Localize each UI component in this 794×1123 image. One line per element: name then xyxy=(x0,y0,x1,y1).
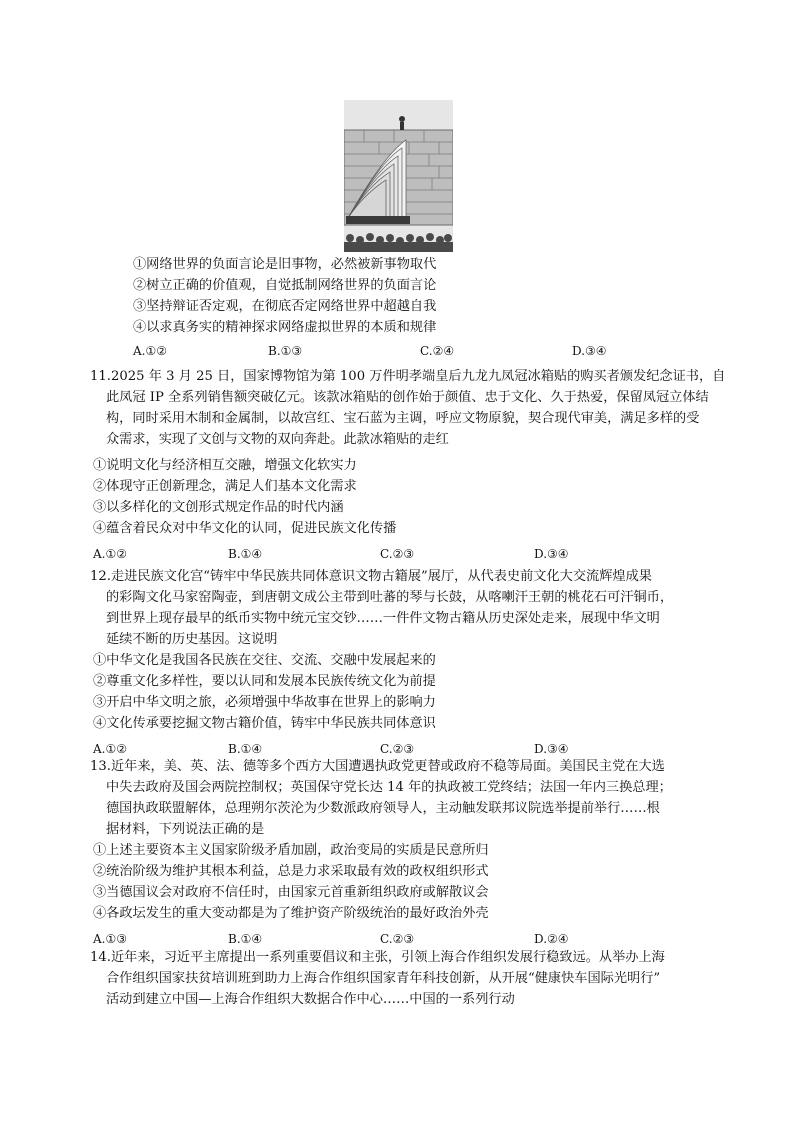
q10-item-3: ③坚持辩证否定观，在彻底否定网络世界中超越自我 xyxy=(133,299,437,314)
q10-item-1: ①网络世界的负面言论是旧事物，必然被新事物取代 xyxy=(133,257,437,272)
q11-stem-line-4: 众需求，实现了文创与文物的双向奔赴。此款冰箱贴的走红 xyxy=(106,432,449,447)
q11-option-a[interactable]: A.①② xyxy=(93,547,127,561)
q10-option-a[interactable]: A.①② xyxy=(133,344,167,358)
q13-stem-line-3: 德国执政联盟解体，总理朔尔茨沦为少数派政府领导人，主动触发联邦议院选举提前举行……根 xyxy=(106,801,660,816)
q11-stem-line-2: 此凤冠 IP 全系列销售额突破亿元。该款冰箱贴的创作始于颜值、忠于文化、久于热爱，保留凤冠立体结 xyxy=(106,390,709,405)
q12-item-4: ④文化传承要挖掘文物古籍价值，铸牢中华民族共同体意识 xyxy=(93,716,436,731)
q11-item-4: ④蕴含着民众对中华文化的认同，促进民族文化传播 xyxy=(93,521,397,536)
cartoon-figure xyxy=(344,100,453,252)
q10-item-2: ②树立正确的价值观，自觉抵制网络世界的负面言论 xyxy=(133,278,437,293)
q12-option-c[interactable]: C.②③ xyxy=(380,742,415,756)
q10-option-d[interactable]: D.③④ xyxy=(572,344,607,358)
q11-item-2: ②体现守正创新理念，满足人们基本文化需求 xyxy=(93,479,357,494)
q13-item-2: ②统治阶级为维护其根本利益，总是力求采取最有效的政权组织形式 xyxy=(93,864,489,879)
q13-option-a[interactable]: A.①③ xyxy=(93,932,127,946)
q13-item-1: ①上述主要资本主义国家阶级矛盾加剧，政治变局的实质是民意所归 xyxy=(93,843,489,858)
q11-option-d[interactable]: D.③④ xyxy=(534,547,569,561)
q13-stem-line-1: 13.近年来，美、英、法、德等多个西方大国遭遇执政党更替或政府不稳等局面。美国民主党在大选 xyxy=(90,759,665,774)
cartoon-wall-book-icon xyxy=(344,100,453,252)
q11-item-1: ①说明文化与经济相互交融，增强文化软实力 xyxy=(93,458,357,473)
q12-option-d[interactable]: D.③④ xyxy=(534,742,569,756)
q12-option-a[interactable]: A.①② xyxy=(93,742,127,756)
q11-item-3: ③以多样化的文创形式规定作品的时代内涵 xyxy=(93,500,344,515)
q12-option-b[interactable]: B.①④ xyxy=(228,742,263,756)
q10-option-b[interactable]: B.①③ xyxy=(268,344,303,358)
q12-item-1: ①中华文化是我国各民族在交往、交流、交融中发展起来的 xyxy=(93,653,436,668)
q12-stem-line-3: 到世界上现存最早的纸币实物中统元宝交钞……一件件文物古籍从历史深处走来，展现中华文明 xyxy=(106,611,660,626)
q12-item-2: ②尊重文化多样性，要以认同和发展本民族传统文化为前提 xyxy=(93,674,436,689)
q13-item-4: ④各政坛发生的重大变动都是为了维护资产阶级统治的最好政治外壳 xyxy=(93,906,489,921)
q12-stem-line-4: 延续不断的历史基因。这说明 xyxy=(106,632,278,647)
q13-option-d[interactable]: D.②④ xyxy=(534,932,569,946)
q10-option-c[interactable]: C.②④ xyxy=(420,344,455,358)
q11-option-b[interactable]: B.①④ xyxy=(228,547,263,561)
q14-stem-line-1: 14.近年来，习近平主席提出一系列重要倡议和主张，引领上海合作组织发展行稳致远。从举办上海 xyxy=(90,950,665,965)
q13-option-b[interactable]: B.①④ xyxy=(228,932,263,946)
q11-stem-line-3: 构，同时采用木制和金属制，以故宫红、宝石蓝为主调，呼应文物原貌，契合现代审美，满足多样的受 xyxy=(106,411,700,426)
q11-option-c[interactable]: C.②③ xyxy=(380,547,415,561)
q13-stem-line-2: 中失去政府及国会两院控制权；英国保守党长达 14 年的执政被工党终结；法国一年内三换总理； xyxy=(106,780,672,795)
q12-stem-line-1: 12.走进民族文化宫“铸牢中华民族共同体意识文物古籍展”展厅，从代表史前文化大交流辉煌成果 xyxy=(90,569,652,584)
q14-stem-line-3: 活动到建立中国—上海合作组织大数据合作中心……中国的一系列行动 xyxy=(106,992,515,1007)
q13-stem-line-4: 据材料，下列说法正确的是 xyxy=(106,822,265,837)
q10-item-4: ④以求真务实的精神探求网络虚拟世界的本质和规律 xyxy=(133,320,437,335)
q12-stem-line-2: 的彩陶文化马家窑陶壶，到唐朝文成公主带到吐蕃的琴与长鼓，从喀喇汗王朝的桃花石可汗铜币， xyxy=(106,590,674,605)
q13-option-c[interactable]: C.②③ xyxy=(380,932,415,946)
q11-stem-line-1: 11.2025 年 3 月 25 日，国家博物馆为第 100 万件明孝端皇后九龙九凤冠冰箱贴的购买者颁发纪念证书，自 xyxy=(90,369,726,384)
q13-item-3: ③当德国议会对政府不信任时，由国家元首重新组织政府或解散议会 xyxy=(93,885,489,900)
q14-stem-line-2: 合作组织国家扶贫培训班到助力上海合作组织国家青年科技创新，从开展“健康快车国际光明行” xyxy=(106,971,661,986)
q12-item-3: ③开启中华文明之旅，必须增强中华故事在世界上的影响力 xyxy=(93,695,436,710)
